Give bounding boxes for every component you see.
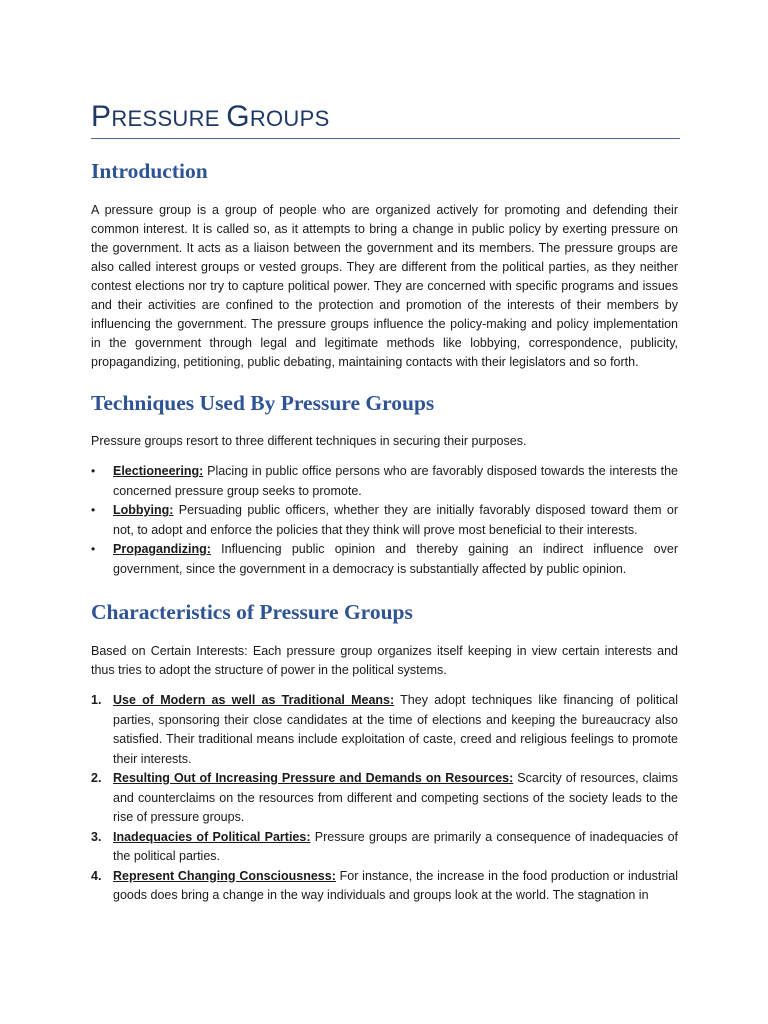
heading-characteristics: Characteristics of Pressure Groups (91, 600, 413, 624)
list-item-text: They adopt techniques like financing of political parties, sponsoring their close candidates at the time of elections and keeping the bureaucracy also satisfied. Their traditional means include exploitation of caste, creed and religious feelings to promote their interests. (113, 693, 678, 766)
heading-introduction: Introduction (91, 159, 208, 183)
title-smallcaps: ROUPS (249, 106, 330, 131)
list-item-text: Pressure groups are primarily a consequence of inadequacies of the political parties. (113, 829, 678, 863)
list-item-text: Scarcity of resources, claims and counterclaims on the resources from different and competing sections of the society leads to the rise of pressure groups. (113, 771, 678, 824)
number-marker: 3. (91, 829, 102, 844)
list-item-term: Use of Modern as well as Traditional Means: (113, 693, 395, 707)
list-item-text: Placing in public office persons who are favorably disposed towards the interests the concerned pressure group seeks to promote. (113, 464, 678, 498)
characteristics-list (91, 691, 678, 906)
list-item-term: Resulting Out of Increasing Pressure and Demands on Resources: (113, 771, 514, 785)
list-item-term: Electioneering: (113, 464, 204, 478)
list-item (91, 828, 678, 867)
bullet-marker: • (91, 464, 96, 478)
number-marker: 1. (91, 693, 102, 707)
title-letter: G (226, 100, 250, 133)
number-marker: 2. (91, 771, 102, 785)
techniques-list (91, 462, 678, 579)
list-item-text: For instance, the increase in the food production or industrial goods does bring a change in the way individuals and groups look at the world. The stagnation in (113, 868, 678, 902)
list-item-text: Persuading public officers, whether they are initially favorably disposed toward them or not, to adopt and enforce the policies that they think will prove most beneficial to their interests. (113, 503, 678, 537)
document-title (91, 98, 680, 138)
introduction-paragraph: A pressure group is a group of people who are organized actively for promoting and defending their common interest. It is called so, as it attempts to bring a change in public policy by exerting pressure on the government. It acts as a liaison between the government and its members. The pressure groups are also called interest groups or vested groups. They are different from the political parties, as they neither contest elections nor try to capture political power. They are concerned with specific programs and issues and their activities are confined to the protection and promotion of the interests of their members by influencing the government. The pressure groups influence the policy-making and policy implementation in the government through legal and legitimate methods like lobbying, correspondence, publicity, propagandizing, petitioning, public debating, maintaining contacts with their legislators and so forth. (91, 203, 678, 369)
list-item (91, 769, 678, 828)
list-item (91, 691, 678, 769)
bullet-marker: • (91, 503, 96, 517)
list-item (91, 867, 678, 906)
list-item (91, 462, 678, 501)
list-item-text: Influencing public opinion and thereby gaining an indirect influence over government, since the government in a democracy is substantially affected by public opinion. (113, 542, 678, 576)
title-smallcaps: RESSURE (111, 106, 227, 131)
techniques-intro: Pressure groups resort to three different techniques in securing their purposes. (91, 434, 527, 448)
list-item (91, 501, 678, 540)
title-letter: P (91, 100, 112, 133)
heading-techniques: Techniques Used By Pressure Groups (91, 391, 435, 415)
bullet-marker: • (91, 542, 96, 556)
list-item-term: Propagandizing: (113, 542, 211, 556)
list-item-term: Represent Changing Consciousness: (113, 868, 336, 883)
list-item (91, 540, 678, 579)
characteristics-intro: Based on Certain Interests: Each pressure group organizes itself keeping in view certain interests and thus tries to adopt the structure of power in the political systems. (91, 644, 678, 677)
title-divider (91, 138, 680, 139)
list-item-term: Lobbying: (113, 503, 174, 517)
number-marker: 4. (91, 868, 102, 883)
list-item-term: Inadequacies of Political Parties: (113, 829, 311, 844)
